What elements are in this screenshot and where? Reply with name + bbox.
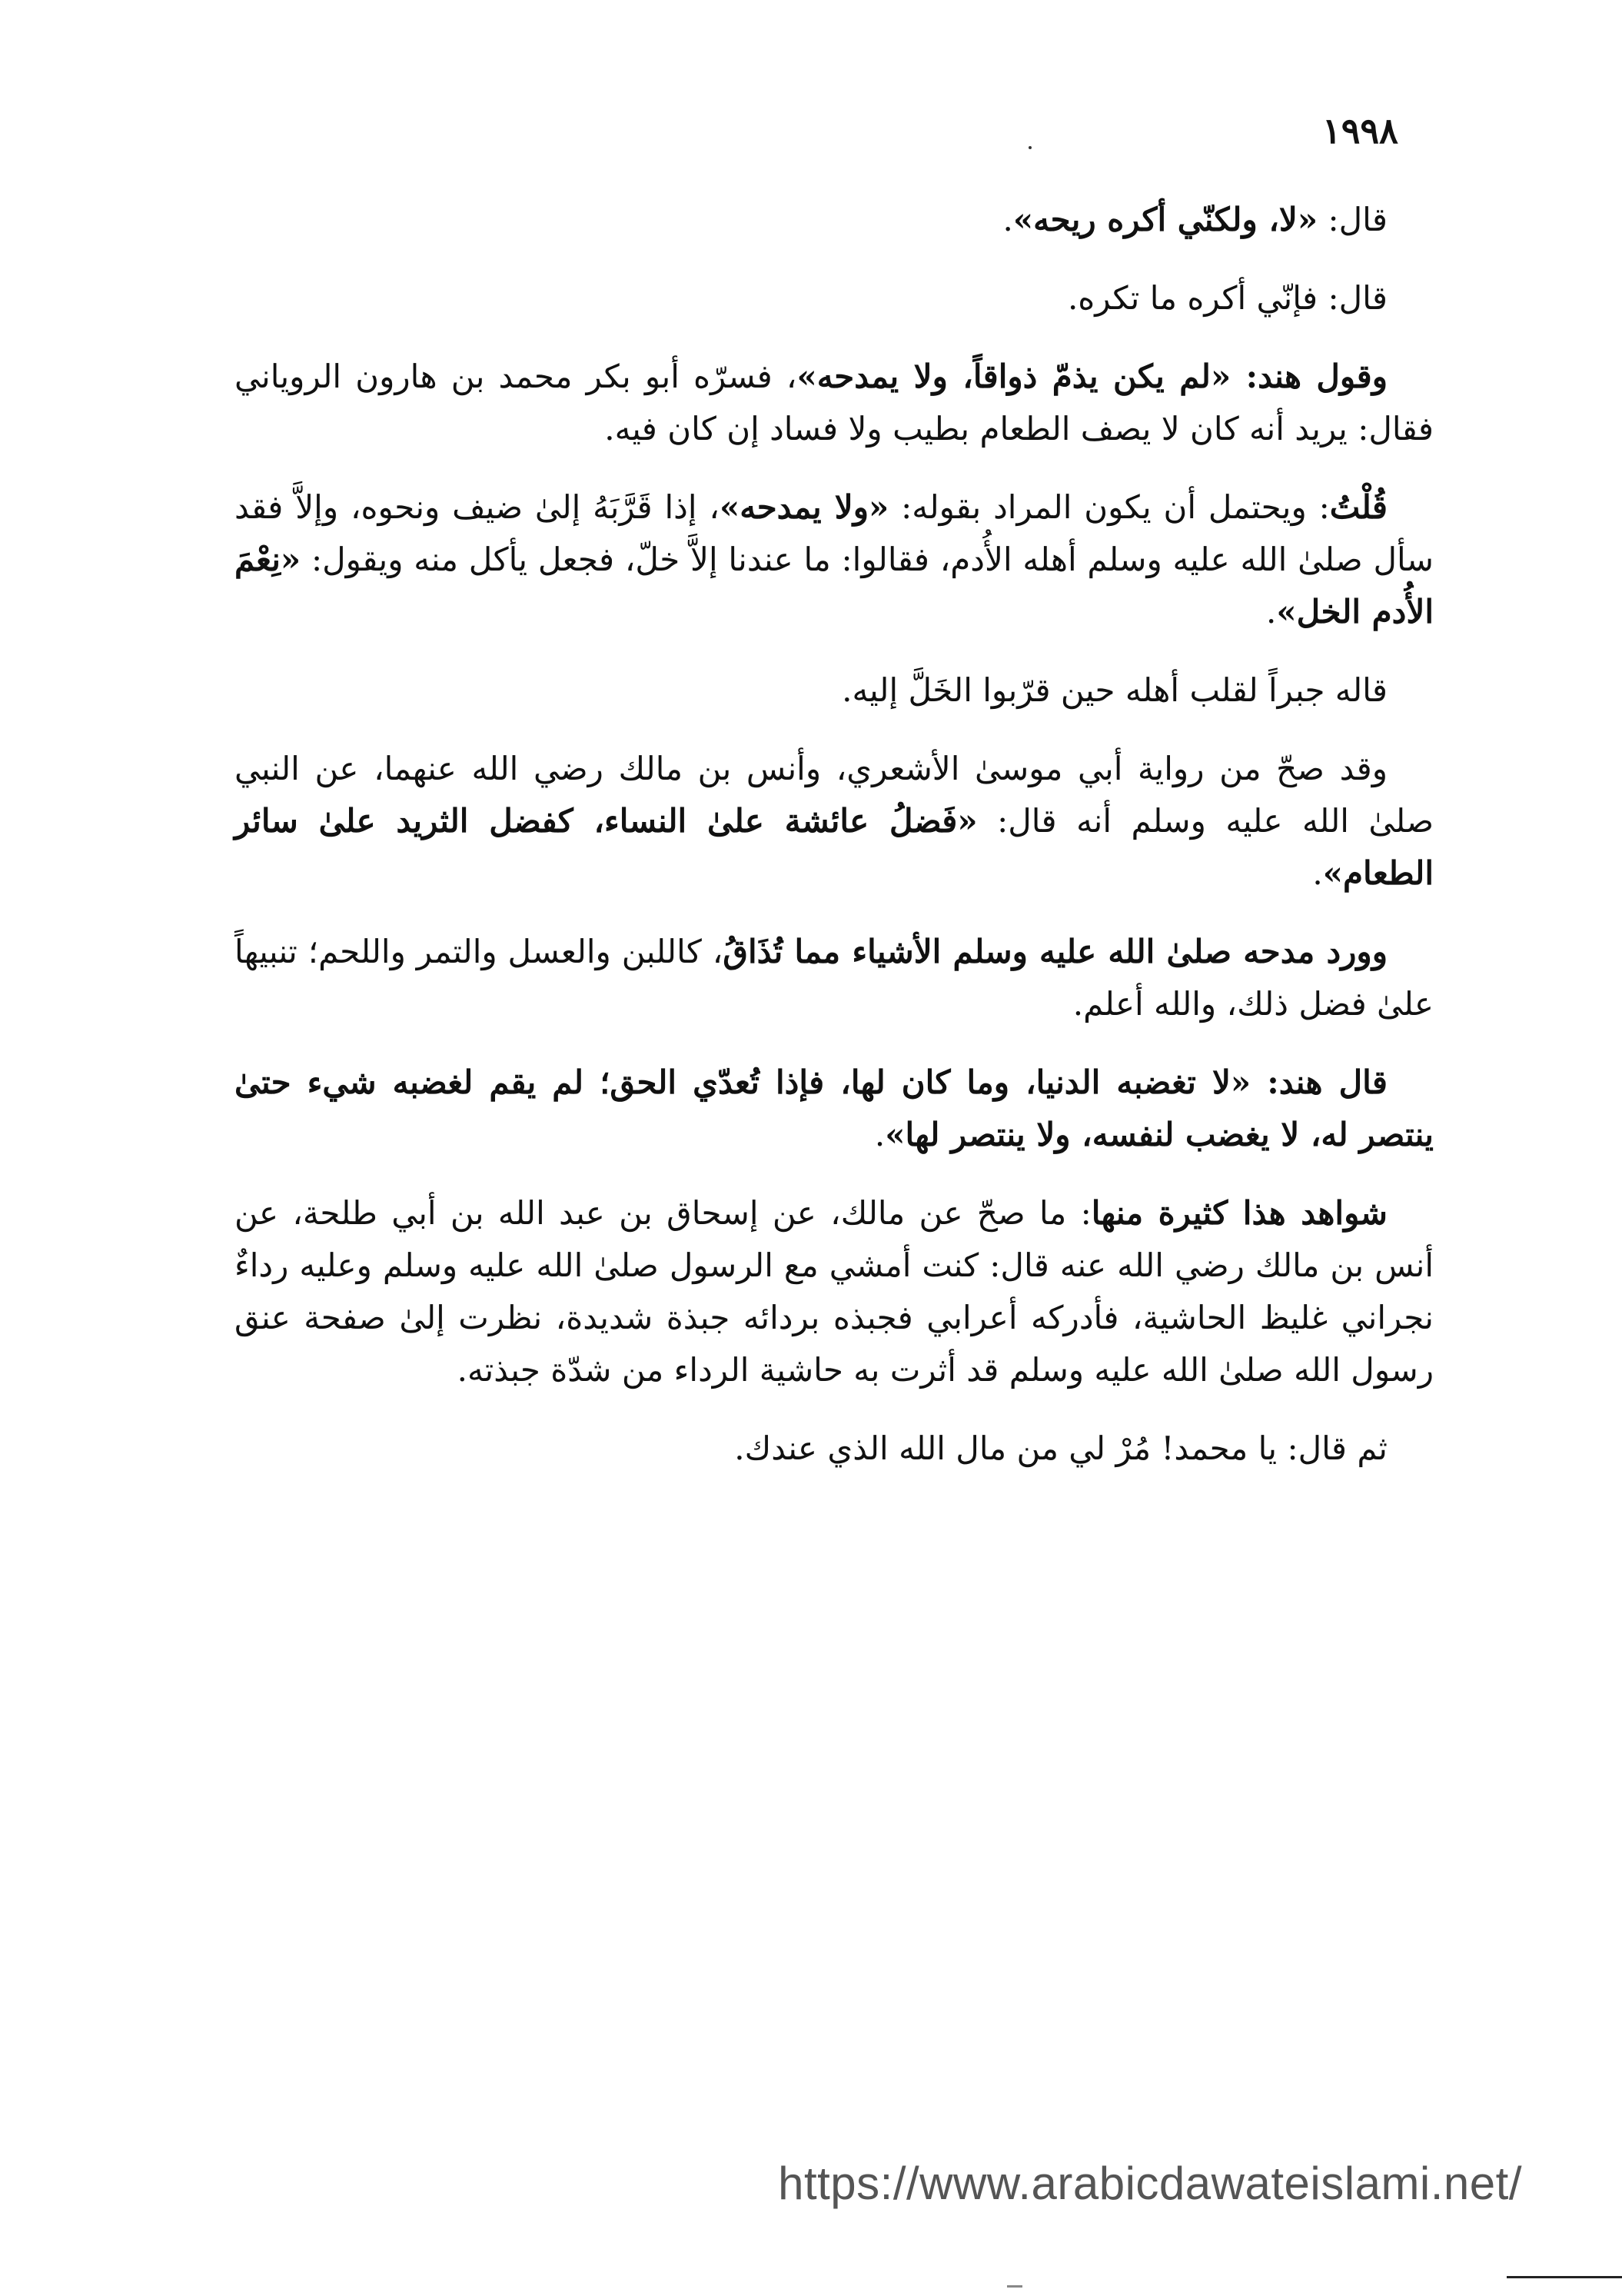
footer-url[interactable]: https://www.arabicdawateislami.net/	[778, 2158, 1522, 2209]
corner-rule	[1507, 2276, 1622, 2278]
text-run: .	[1312, 854, 1323, 892]
paragraph	[234, 1187, 1434, 1396]
bold-text: شواهد هذا كثيرة منها	[1091, 1194, 1388, 1232]
bold-text: «نِعْمَ الأُدم الخل»	[234, 541, 1434, 631]
body-text	[234, 194, 1434, 1501]
bold-text: وورد مدحه صلىٰ الله عليه وسلم الأشياء مما تُذَاقُ	[723, 933, 1388, 970]
text-run: ، فسرّه أبو بكر محمد بن هارون الروياني فقال: يريد أنه كان لا يصف الطعام بطيب ولا فساد إن كان فيه.	[234, 358, 1434, 448]
text-run: : ما صحّ عن مالك، عن إسحاق بن عبد الله بن أبي طلحة، عن أنس بن مالك رضي الله عنه قال: كنت أمشي مع الرسول صلىٰ الله عليه وسلم وعليه رداءٌ نجراني غليظ الحاشية، فأدركه أعرابي فجبذه بردائه جبذة شديدة، نظرت إلىٰ صفحة عنق رسول الله صلىٰ الله عليه وسلم قد أثرت به حاشية الرداء من شدّة جبذته.	[234, 1194, 1434, 1389]
paragraph	[234, 481, 1434, 638]
bold-text: «فَضلُ عائشة علىٰ النساء، كفضل الثريد علىٰ سائر الطعام»	[234, 802, 1434, 892]
paragraph	[234, 351, 1434, 455]
text-run: .	[1002, 201, 1013, 238]
paragraph	[234, 743, 1434, 900]
paragraph	[234, 1056, 1434, 1161]
bottom-mark	[1007, 2285, 1022, 2288]
text-run: قاله جبراً لقلب أهله حين قرّبوا الخَلَّ إليه.	[842, 671, 1388, 709]
paragraph	[234, 272, 1434, 324]
bold-text: «ولا يمدحه»	[719, 488, 889, 526]
text-run: قال:	[1318, 201, 1388, 238]
paragraph	[234, 194, 1434, 246]
text-run: .	[874, 1116, 886, 1153]
paragraph	[234, 926, 1434, 1030]
text-run: : ويحتمل أن يكون المراد بقوله:	[889, 488, 1330, 526]
page-number: ١٩٩٨	[1322, 110, 1398, 151]
text-run: .	[1266, 593, 1277, 631]
bold-text: قُلْتُ	[1329, 488, 1388, 526]
text-run: ثم قال: يا محمد! مُرْ لي من مال الله الذي عندك.	[734, 1429, 1388, 1467]
paragraph	[234, 1423, 1434, 1475]
text-run: ، إذا قَرَّبَهُ إلىٰ ضيف ونحوه، وإلاَّ فقد سأل صلىٰ الله عليه وسلم أهله الأُدم، فقالوا: ما عندنا إلاَّ خلّ، فجعل يأكل منه ويقول:	[234, 488, 1434, 578]
text-run: قال: فإنّي أكره ما تكره.	[1067, 279, 1388, 317]
bold-text: قال هند: «لا تغضبه الدنيا، وما كان لها، فإذا تُعدّي الحق؛ لم يقم لغضبه شيء حتىٰ ينتصر له، لا يغضب لنفسه، ولا ينتصر لها»	[234, 1063, 1434, 1153]
bold-text: «لا، ولكنّي أكره ريحه»	[1012, 201, 1318, 238]
paragraph	[234, 664, 1434, 717]
text-run: ، كاللبن والعسل والتمر واللحم؛ تنبيهاً علىٰ فضل ذلك، والله أعلم.	[234, 933, 1434, 1023]
bold-text: وقول هند: «لم يكن يذمّ ذواقاً، ولا يمدحه»	[796, 358, 1388, 395]
speck-mark	[1029, 146, 1032, 149]
text-run: وقد صحّ من رواية أبي موسىٰ الأشعري، وأنس بن مالك رضي الله عنهما، عن النبي صلىٰ الله عليه وسلم أنه قال:	[234, 750, 1434, 840]
